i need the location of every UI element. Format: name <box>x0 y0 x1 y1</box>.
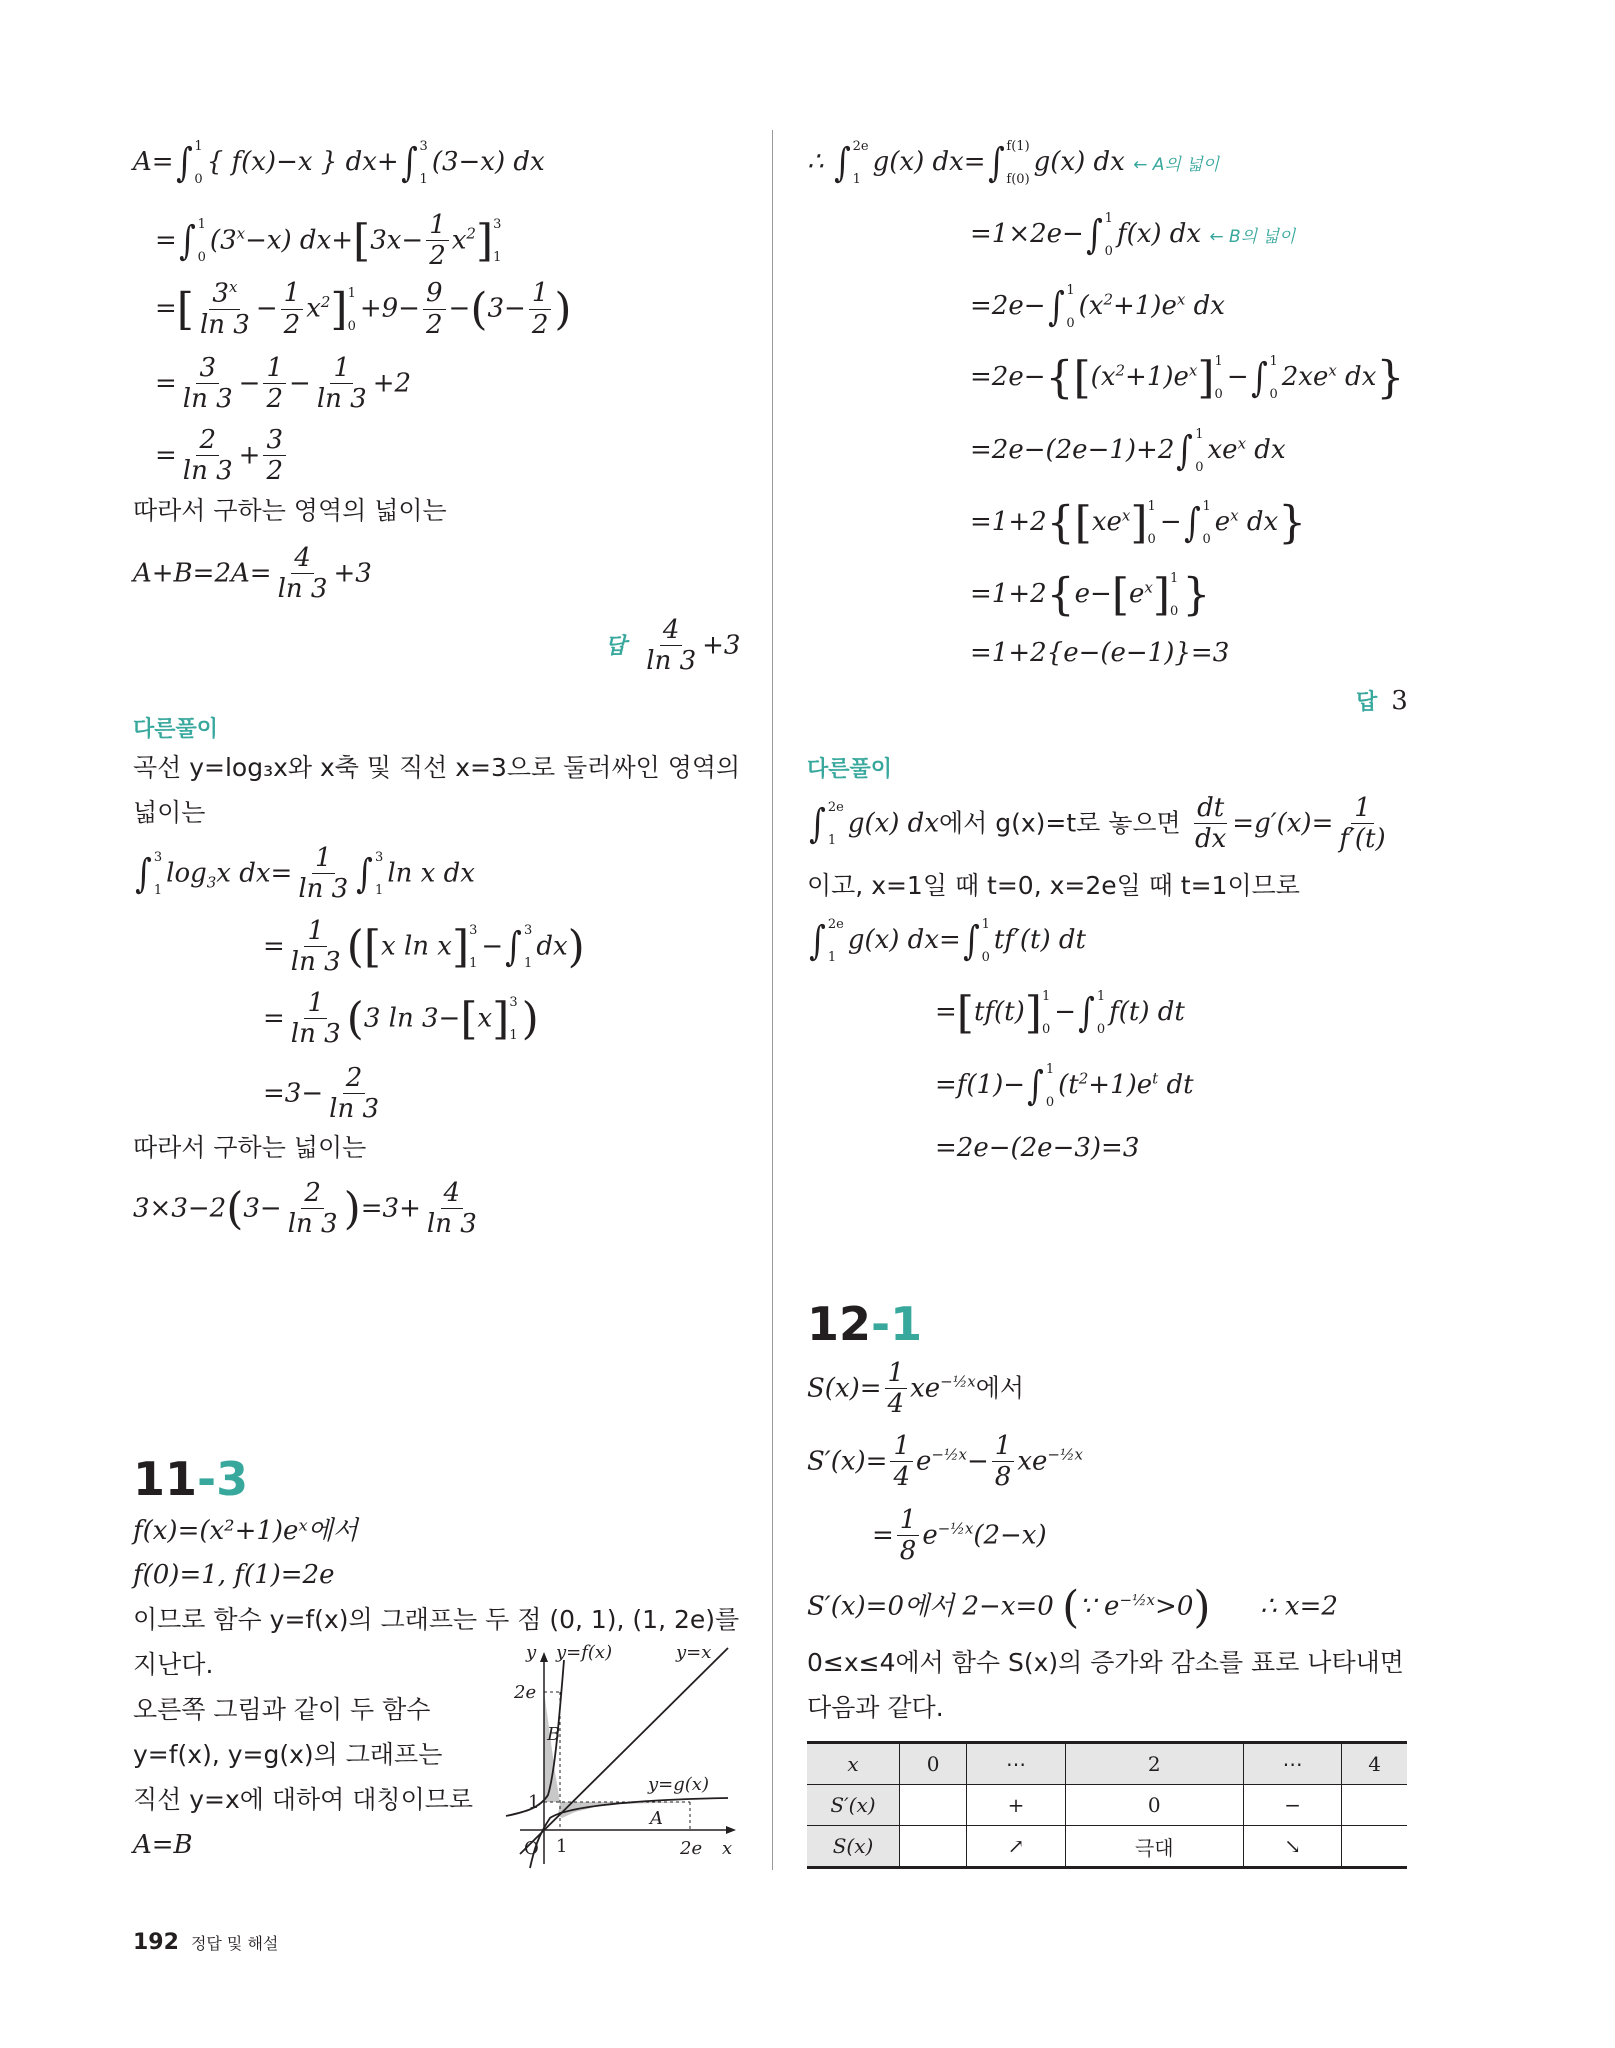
p8: A=B <box>133 1830 193 1860</box>
sign-table <box>807 1741 1407 1869</box>
s-text-3: 다음과 같다. <box>807 1693 944 1722</box>
eq-AB: A+B=2A= $\frac{4}{\ln 3}$ +3 <box>133 543 372 605</box>
s-text-1: 에서 <box>975 1373 1025 1403</box>
alt-text-3: 따라서 구하는 넓이는 <box>133 1133 367 1162</box>
eq-s-3: = $\frac{1}{8}$ $e^{-\frac{1}{2}x}(2-x)$ <box>872 1505 1047 1567</box>
alt-solution-title-right: 다른풀이 <box>807 757 893 782</box>
label-A: A <box>650 1808 663 1829</box>
label-1-x: 1 <box>556 1836 568 1857</box>
eq-alt-4: =f(1)−∫ 1 0 $(t^2+1)e^t$ dt <box>935 1062 1194 1110</box>
eq-alt-5: =2e−(2e−3)=3 <box>935 1133 1140 1163</box>
eq-A-5: = $\frac{2}{\ln 3}$ + $\frac{3}{2}$ <box>155 427 289 486</box>
table-row <box>807 1826 1407 1868</box>
eq-alt-1: ∫ 2e 1 g(x) dx에서 g(x)=t로 놓으면 $\frac{dt}{dx}$ =g′(x)= $\frac{1}{f'(t)}$ <box>809 793 1386 855</box>
eq-r-2: =1×2e−∫ 1 0 f(x) dx ← B의 넓이 <box>970 211 1296 259</box>
alt-text-r1: 에서 g(x)=t로 놓으면 <box>938 808 1181 838</box>
table-cell: 0 <box>900 1743 967 1785</box>
p5: 오른쪽 그림과 같이 두 함수 <box>133 1695 431 1724</box>
eq-alt-2: ∫ 2e 1 g(x) dx=∫ 1 0 tf′(t) dt <box>809 917 1086 965</box>
label-2e-x: 2e <box>680 1838 703 1859</box>
eq-A-4: = $\frac{3}{\ln 3}$ − $\frac{1}{2}$ − $\frac{1}{\ln 3}$ +2 <box>155 353 412 415</box>
eq-A-3: =[ $\frac{3^x}{\ln 3}$ − $\frac{1}{2}$ $x^2$] 1 0 +9− $\frac{9}{2}$ −(3− $\frac{1}{2}$ ) <box>155 278 572 340</box>
table-cell: + <box>967 1785 1065 1826</box>
answer-right <box>1356 685 1408 716</box>
p7: 직선 y=x에 대하여 대칭이므로 <box>133 1785 474 1814</box>
eq-r-7: $=1+2\{e-[e^x]$ 1 0 } <box>970 569 1211 621</box>
answer-label: 답 <box>605 634 627 660</box>
eq-alt-3: =[tf(t)] 1 0 −∫ 1 0 f(t) dt <box>935 987 1185 1039</box>
p1: f(x)=(x²+1)eˣ에서 <box>133 1516 358 1546</box>
eq-r-4: $=2e-\{[(x^2+1)e^x]$ 1 0 −∫ 1 0 $2xe^x$ dx} <box>970 352 1405 404</box>
table-cell: ⋯ <box>967 1743 1065 1785</box>
eq-s-4: S′(x)=0에서 2−x=0 (∵ $e^{-\frac{1}{2}x}>0$) ∴ x=2 <box>807 1582 1338 1633</box>
label-O: O <box>524 1838 539 1859</box>
label-1-y: 1 <box>528 1792 540 1813</box>
label-yx: y=x <box>676 1642 712 1663</box>
section-11-3: 11-3 <box>133 1452 249 1506</box>
eq-s-2: S′(x)= $\frac{1}{4}$ $e^{-\frac{1}{2}x}-$ $\frac{1}{8}$ $xe^{-\frac{1}{2}x}$ <box>807 1431 1083 1493</box>
answer-left: 답 $\frac{4}{\ln 3}$ +3 <box>605 615 741 677</box>
footer-title: 정답 및 해설 <box>190 1934 279 1953</box>
region-A <box>558 1802 690 1818</box>
table-cell: S(x) <box>807 1826 900 1868</box>
label-2e-y: 2e <box>514 1682 537 1703</box>
eq-r-3: =2e−∫ 1 0 $(x^2+1)e^x$ dx <box>970 283 1225 331</box>
label-x: x <box>722 1838 733 1859</box>
eq-log-1: ∫ 3 1 $\log_3x$ dx= $\frac{1}{\ln 3}$ ∫ 3 1 ln x dx <box>135 843 475 905</box>
column-divider <box>772 130 773 1870</box>
label-fx: y=f(x) <box>556 1642 613 1663</box>
p4: 지난다. <box>133 1650 214 1679</box>
eq-r-1: ∴ ∫ 2e 1 g(x) dx=∫ f(1) f(0) g(x) dx ← A의 넓이 <box>807 139 1220 187</box>
page-footer <box>133 1930 278 1955</box>
x-arrow <box>726 1826 736 1834</box>
eq-log-4: =3− $\frac{2}{\ln 3}$ <box>263 1063 379 1125</box>
eq-r-5: =2e−(2e−1)+2∫ 1 0 $xe^x$ dx <box>970 427 1286 475</box>
table-cell: ↘ <box>1243 1826 1341 1868</box>
table-cell: 0 <box>1065 1785 1243 1826</box>
eq-log-5: 3×3−2(3− $\frac{2}{\ln 3}$ )=3+ $\frac{4}{\ln 3}$ <box>133 1178 477 1240</box>
eq-r-6: $=1+2\{[xe^x]$ 1 0 −∫ 1 0 $e^x$ dx} <box>970 497 1307 549</box>
eq-r-8: =1+2{e−(e−1)}=3 <box>970 638 1230 668</box>
answer-label-right: 답 <box>1356 690 1378 715</box>
eq-s-1: S(x)= $\frac{1}{4}$ $xe^{-\frac{1}{2}x}$에서 <box>807 1358 1025 1420</box>
table-row <box>807 1785 1407 1826</box>
section-12-1: 12-1 <box>807 1297 923 1351</box>
alt-text-2: 넓이는 <box>133 798 206 827</box>
s-cond: S′(x)=0에서 2−x=0 <box>807 1591 1054 1622</box>
table-cell: x <box>807 1743 900 1785</box>
answer-value-right: 3 <box>1391 686 1408 716</box>
table-cell: 2 <box>1065 1743 1243 1785</box>
note-B: ← B의 넓이 <box>1209 227 1296 247</box>
eq-A-2: =∫ 1 0 $(3^x-x)$ dx+[3x− $\frac{1}{2}$ $x^2$] 3 1 <box>155 210 502 272</box>
alt-solution-title: 다른풀이 <box>133 717 219 742</box>
region-B <box>544 1692 560 1802</box>
p6: y=f(x), y=g(x)의 그래프는 <box>133 1740 443 1769</box>
s-therefore: ∴ x=2 <box>1260 1591 1338 1622</box>
table-cell: ⋯ <box>1243 1743 1341 1785</box>
label-B: B <box>547 1724 561 1745</box>
s-text-2: 0≤x≤4에서 함수 S(x)의 증가와 감소를 표로 나타내면 <box>807 1648 1404 1677</box>
table-cell <box>1342 1826 1407 1868</box>
eq-log-3: = $\frac{1}{\ln 3}$ (3 ln 3−[x] 3 1 ) <box>263 988 539 1050</box>
alt-text-1: 곡선 y=log₃x와 x축 및 직선 x=3으로 둘러싸인 영역의 <box>133 753 741 782</box>
table-cell <box>1342 1785 1407 1826</box>
table-cell: 극대 <box>1065 1826 1243 1868</box>
table-header-row <box>807 1743 1407 1785</box>
intro-text: 따라서 구하는 영역의 넓이는 <box>133 496 447 525</box>
graph-fg <box>500 1640 740 1880</box>
eq-log-2: = $\frac{1}{\ln 3}$ ([x ln x] 3 1 −∫ 3 1 dx) <box>263 916 585 978</box>
page-number: 192 <box>133 1930 179 1955</box>
table-cell <box>900 1826 967 1868</box>
note-A: ← A의 넓이 <box>1133 155 1220 175</box>
y-arrow <box>540 1652 548 1662</box>
table-cell: ↗ <box>967 1826 1065 1868</box>
eq-A-1: A=∫ 1 0 { f(x)−x } dx+∫ 3 1 (3−x) dx <box>133 139 545 187</box>
label-gx: y=g(x) <box>648 1774 709 1795</box>
table-cell <box>900 1785 967 1826</box>
table-cell: 4 <box>1342 1743 1407 1785</box>
label-y: y <box>526 1642 537 1663</box>
alt-text-r2: 이고, x=1일 때 t=0, x=2e일 때 t=1이므로 <box>807 871 1300 900</box>
table-cell: S′(x) <box>807 1785 900 1826</box>
table-cell: − <box>1243 1785 1341 1826</box>
p2: f(0)=1, f(1)=2e <box>133 1560 335 1590</box>
p3: 이므로 함수 y=f(x)의 그래프는 두 점 (0, 1), (1, 2e)를 <box>133 1605 740 1634</box>
